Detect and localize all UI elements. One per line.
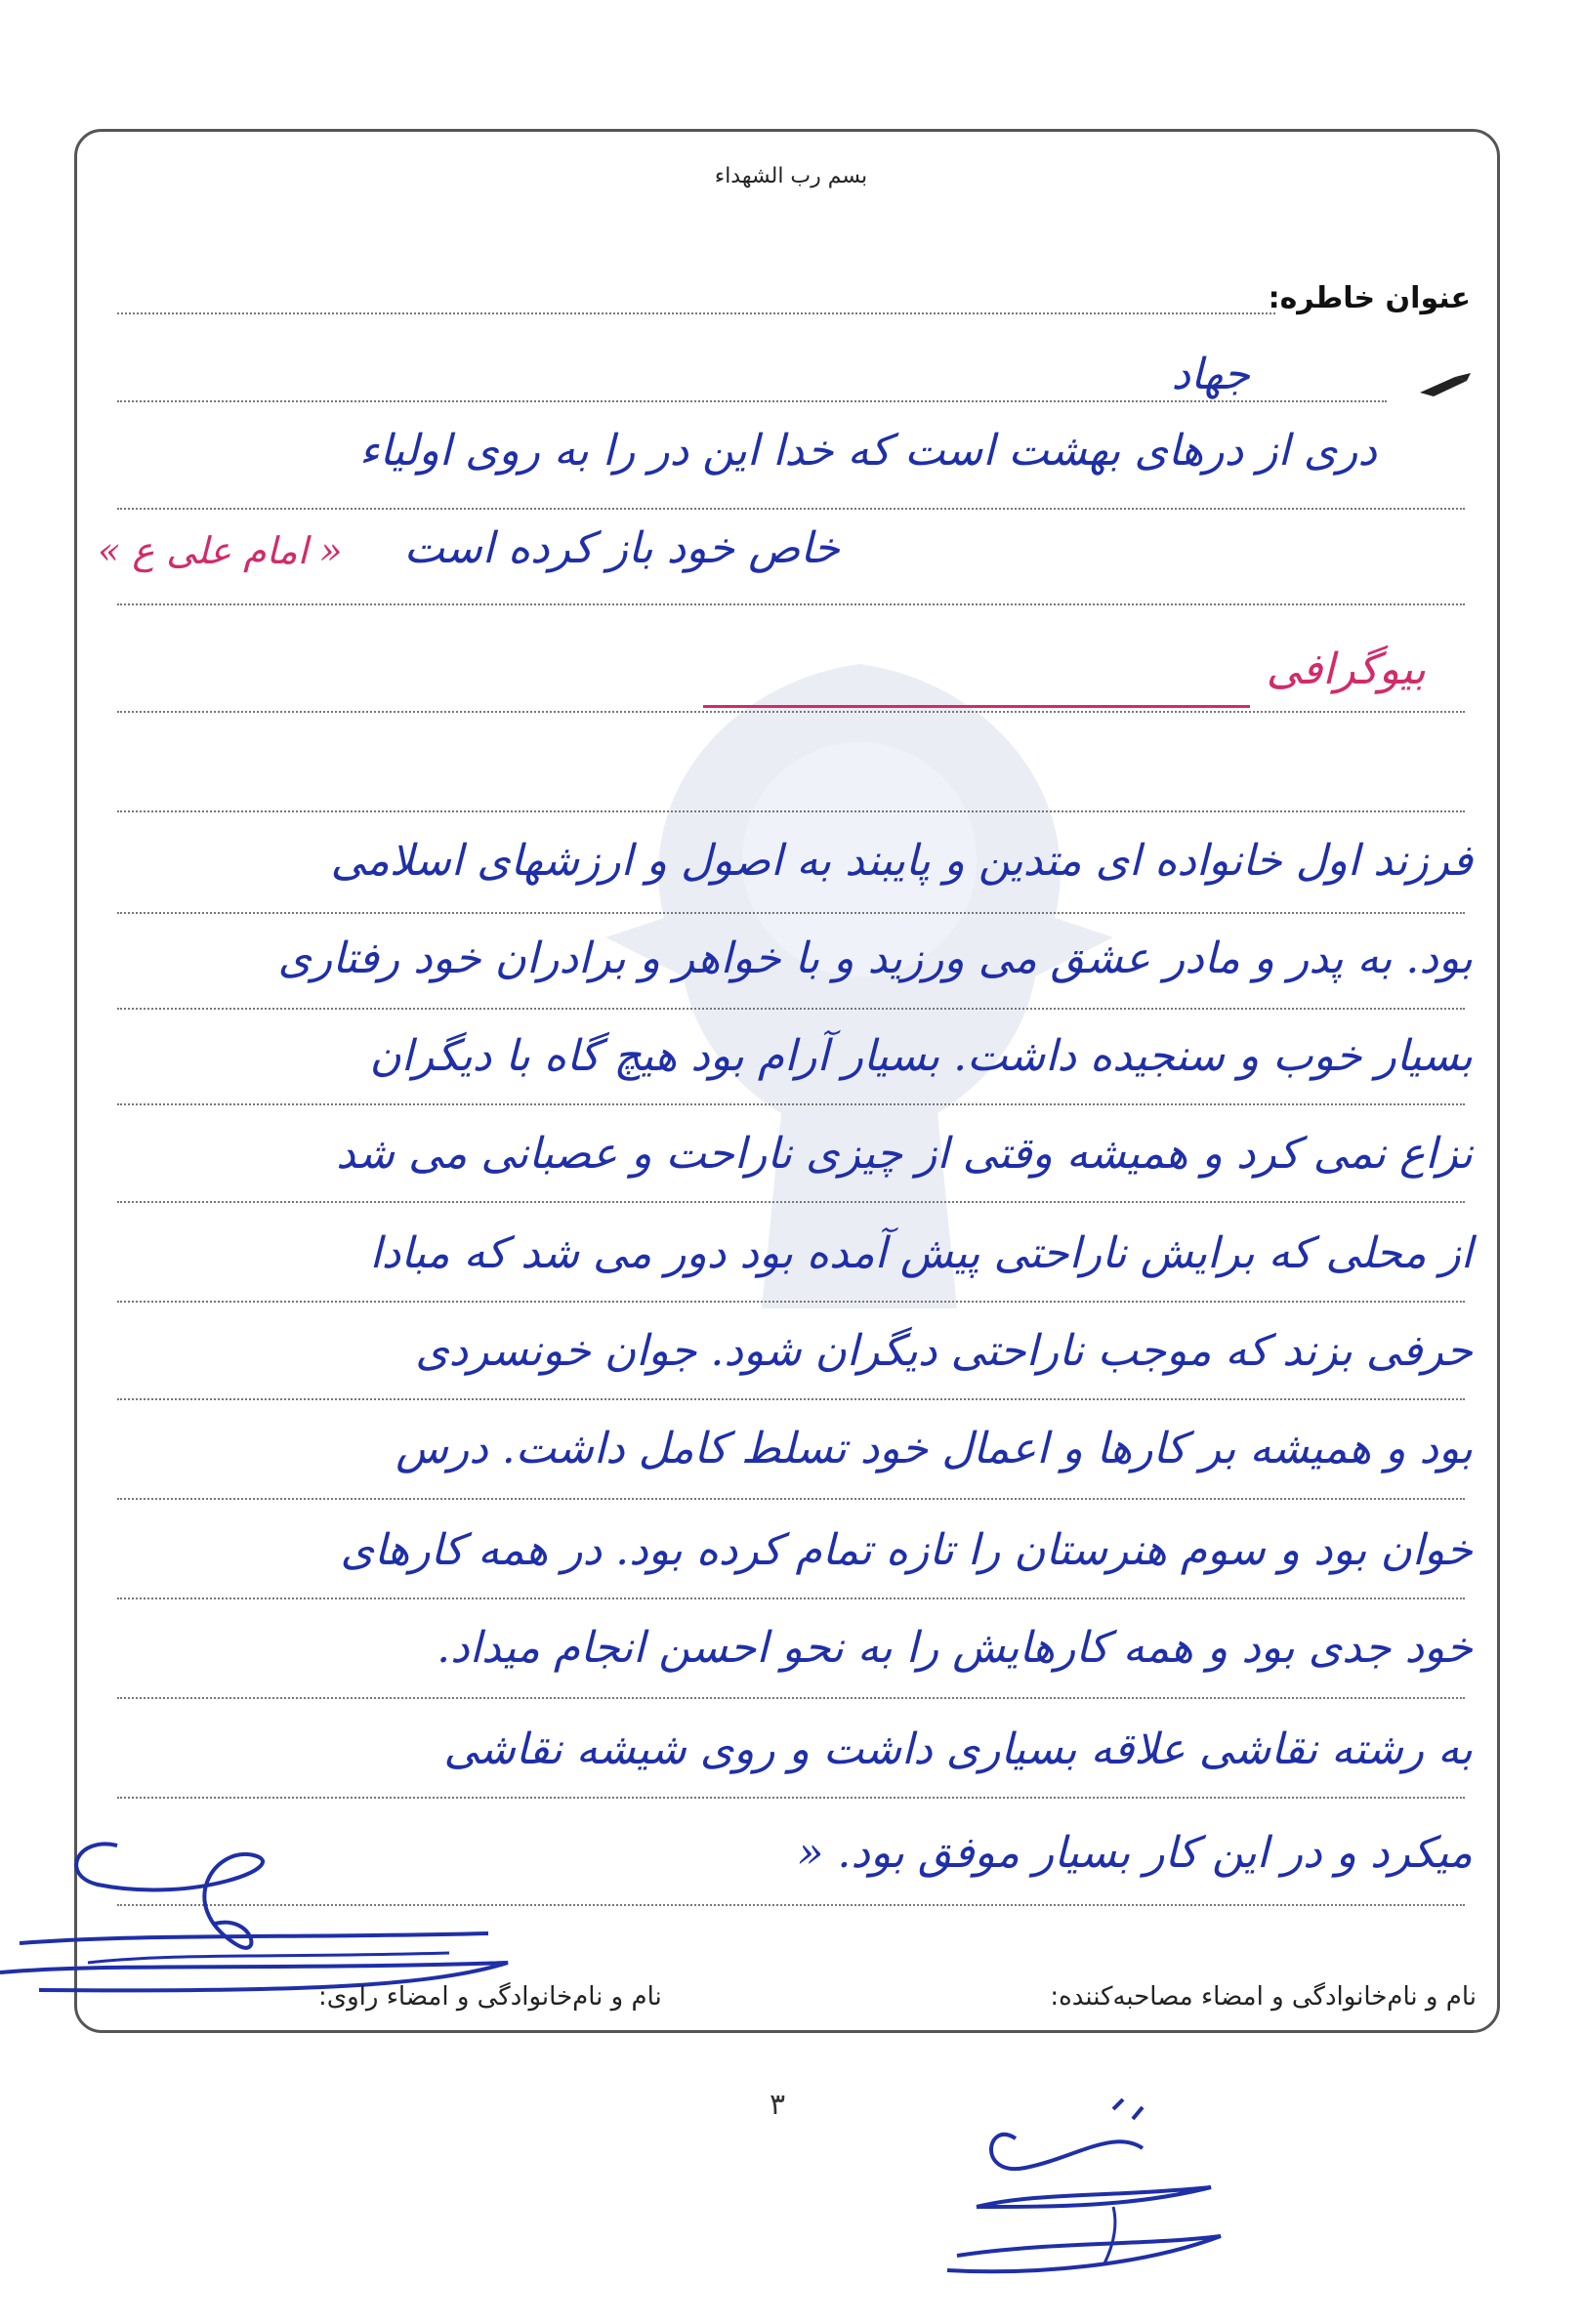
body-line-7: خوان بود و سوم هنرستان را تازه تمام کرده بود. در همه کارهای [340,1525,1473,1575]
quote-rule-2 [117,603,1465,605]
body-line-6: بود و همیشه بر کارها و اعمال خود تسلط کامل داشت. درس [396,1424,1473,1473]
body-line-10: میکرد و در این کار بسیار موفق بود. « [797,1828,1473,1878]
memory-title-rule [117,312,1275,314]
quote-line-0: دری از درهای بهشت است که خدا این در را به روی اولیاء [358,426,1377,476]
body-rule-7 [117,1598,1465,1599]
body-line-1: بود. به پدر و مادر عشق می ورزید و با خواهر و برادران خود رفتاری [277,934,1473,983]
body-line-3: نزاع نمی کرد و همیشه وقتی از چیزی ناراحت و عصبانی می شد [336,1129,1473,1179]
body-rule-2 [117,1103,1465,1105]
body-rule-3 [117,1201,1465,1203]
memory-title-label: عنوان خاطره: [1268,281,1471,315]
quote-rule-0 [117,400,1387,402]
quote-attribution-mark: « [319,529,343,572]
body-rule-6 [117,1498,1465,1500]
quote-rule-1 [117,508,1465,510]
bio-heading: بیوگرافی [1266,644,1426,694]
quote-attribution-text: امام علی ع [132,529,309,572]
quote-attribution-close: » [98,529,121,572]
body-rule-4 [117,1301,1465,1303]
shahid-signature-icon [918,2060,1230,2295]
spacer-rule [117,810,1465,812]
pen-icon [1416,371,1475,400]
body-line-4: از محلی که برایش ناراحتی پیش آمده بود دور می شد که مبادا [369,1228,1473,1278]
body-rule-1 [117,1008,1465,1010]
bio-rule [117,711,1465,713]
body-line-2: بسیار خوب و سنجیده داشت. بسیار آرام بود هیچ گاه با دیگران [369,1031,1473,1081]
body-rule-0 [117,912,1465,914]
body-line-9: به رشته نقاشی علاقه بسیاری داشت و روی شیشه نقاشی [443,1724,1473,1774]
body-line-5: حرفی بزند که موجب ناراحتی دیگران شود. جوان خونسردی [415,1326,1473,1376]
page-number: ۳ [770,2088,786,2122]
bio-heading-underline [703,705,1250,708]
header-title: بسم رب الشهداء [714,164,868,188]
body-rule-9 [117,1797,1465,1799]
memory-title-value: جهاد [1171,350,1250,399]
body-line-8: خود جدی بود و همه کارهایش را به نحو احسن انجام میداد. [437,1623,1473,1673]
body-rule-5 [117,1398,1465,1400]
body-rule-8 [117,1697,1465,1699]
narrator-label: نام و نام‌خانوادگی و امضاء راوی: [318,1982,662,2012]
interviewer-label: نام و نام‌خانوادگی و امضاء مصاحبه‌کننده: [1050,1982,1477,2012]
body-line-0: فرزند اول خانواده ای متدین و پایبند به اصول و ارزشهای اسلامی [330,836,1473,886]
quote-line-1: خاص خود باز کرده است [403,523,840,573]
quote-attribution [98,529,342,572]
